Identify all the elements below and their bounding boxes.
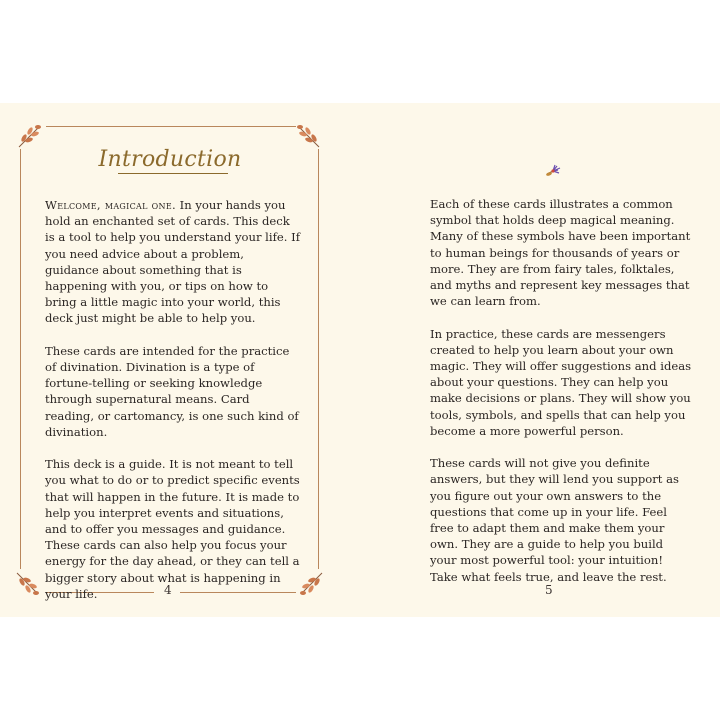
paragraph: This deck is a guide. It is not meant to tell you what to do or to predict specific events that will happen in the future. It is made to help you interpret events and situations, and to offer you messages and guidance. These cards can also help you focus your energy for the day ahead, or they can tell a bigger story about what is happening in your life. bbox=[45, 457, 300, 601]
page-number: 4 bbox=[164, 583, 172, 597]
paragraph: In practice, these cards are messengers created to help you learn about your own magic. They will offer suggestions and ideas about your questions. They can help you make decisions or plans. They will show you tools, symbols, and spells that can help you become a more powerful person. bbox=[430, 326, 692, 438]
page-number: 5 bbox=[545, 583, 553, 597]
lead-in: Welcome, magical one. bbox=[45, 198, 176, 212]
frame-right-line bbox=[318, 149, 319, 569]
book-spread bbox=[0, 103, 720, 617]
title-underline bbox=[118, 173, 228, 174]
page-title: Introduction bbox=[98, 147, 242, 172]
flower-ornament-icon bbox=[544, 162, 566, 180]
leaf-sprig-icon bbox=[13, 569, 43, 599]
frame-top-line bbox=[46, 126, 296, 127]
right-body-text bbox=[430, 196, 692, 601]
paragraph: These cards are intended for the practice of divination. Divination is a type of fortune-telling or seeking knowledge through supernatural means. Card reading, or cartomancy, is one such kind of divination. bbox=[45, 343, 299, 439]
left-page bbox=[0, 103, 360, 617]
paragraph bbox=[45, 197, 301, 327]
paragraph: Each of these cards illustrates a common symbol that holds deep magical meaning. Many of these symbols have been important to human beings for thousands of years or more. They are from fairy tales, folktales, and myths and represent key messages that we can learn from. bbox=[430, 197, 691, 309]
paragraph: These cards will not give you definite answers, but they will lend you support as you figure out your own answers to the questions that come up in your life. Feel free to adapt them and make them your own. They are a guide to help you build your most powerful tool: your intuition! Take what feels true, and leave the rest. bbox=[430, 456, 679, 584]
frame-left-line bbox=[20, 149, 21, 569]
left-body-text bbox=[45, 197, 301, 618]
paragraph-text: In your hands you hold an enchanted set of cards. This deck is a tool to help you understand your life. If you need advice about a problem, guidance about something that is happening with you, or tips on how to bring a little magic into your world, this deck just might be able to help you. bbox=[45, 198, 300, 326]
right-page bbox=[360, 103, 720, 617]
